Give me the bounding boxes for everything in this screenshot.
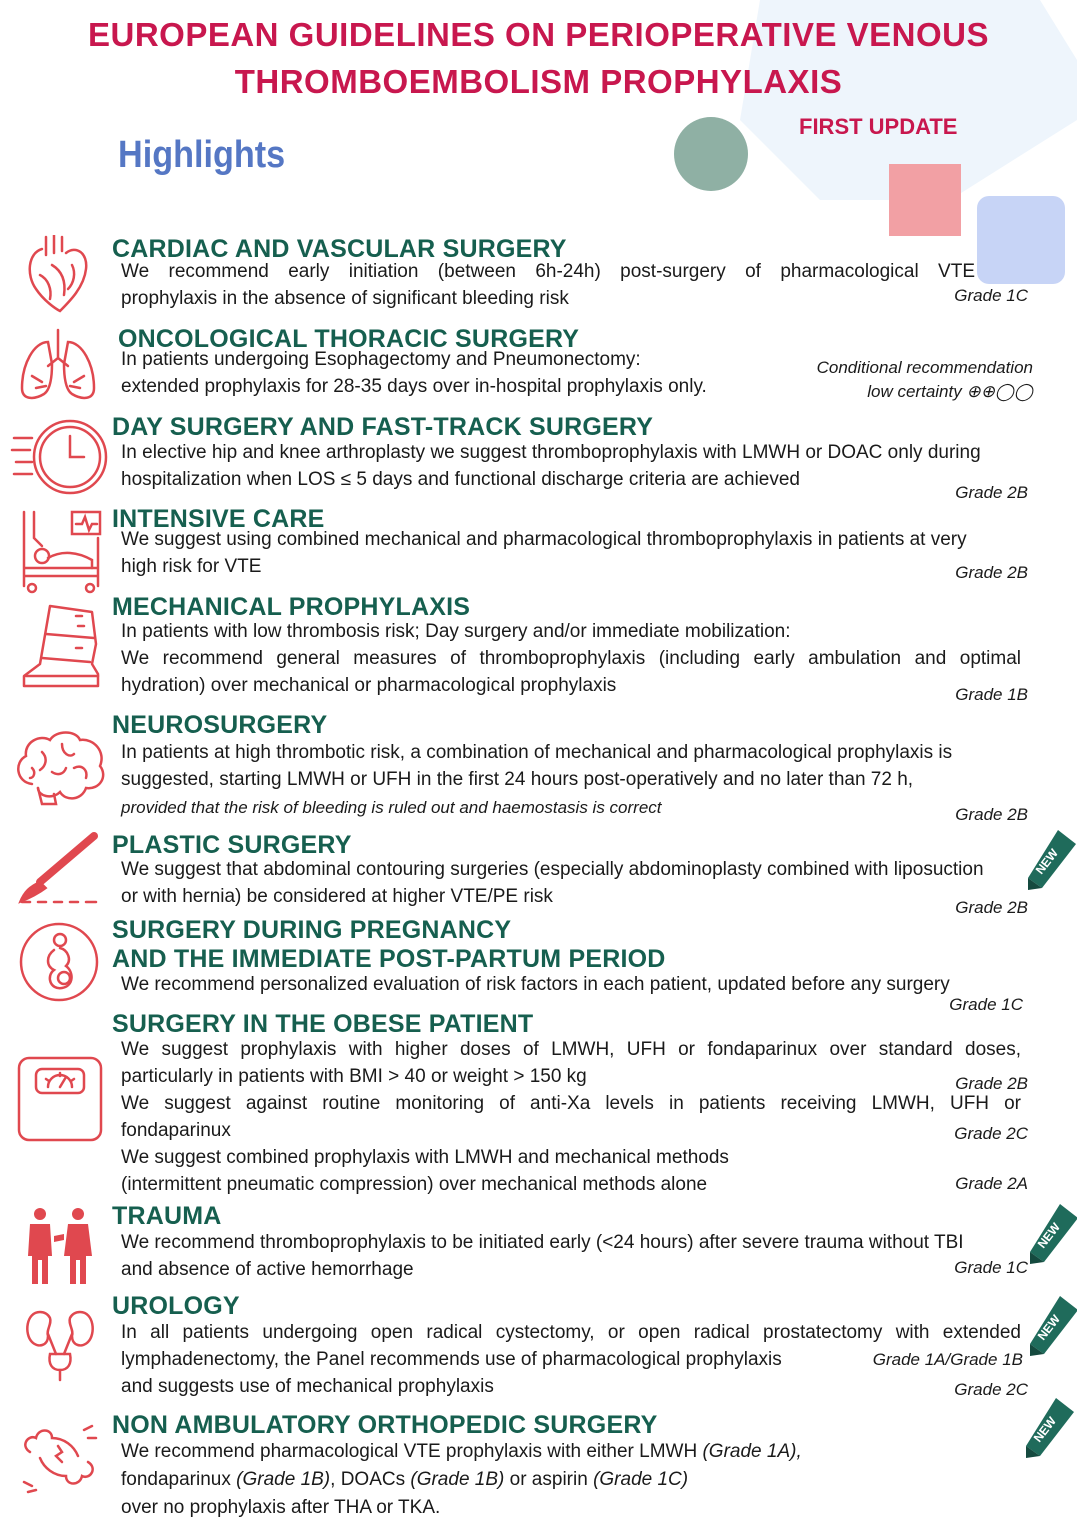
pregnancy-icon bbox=[16, 920, 102, 1004]
text-trauma-2: and absence of active hemorrhage bbox=[121, 1259, 414, 1280]
ortho-text-d: or aspirin bbox=[504, 1469, 594, 1490]
ortho-grade-fonda: (Grade 1B) bbox=[236, 1469, 331, 1490]
text-obese-2: particularly in patients with BMI > 40 or weight > 150 kg bbox=[121, 1066, 587, 1087]
heading-plastic: PLASTIC SURGERY bbox=[112, 831, 352, 859]
heading-pregnancy-1: SURGERY DURING PREGNANCY bbox=[112, 916, 512, 944]
grade-plastic: Grade 2B bbox=[955, 898, 1028, 917]
text-cardiac-1: We recommend early initiation (between 6h-24h) post-surgery of pharmacological VTE bbox=[121, 261, 975, 282]
lungs-icon bbox=[18, 328, 98, 404]
text-thoracic-1: In patients undergoing Esophagectomy and Pneumonectomy: bbox=[121, 349, 641, 370]
text-urology-3: and suggests use of mechanical prophylaxis bbox=[121, 1376, 494, 1397]
heading-trauma: TRAUMA bbox=[112, 1202, 222, 1230]
text-trauma-1: We recommend thromboprophylaxis to be initiated early (<24 hours) after severe trauma without TBI bbox=[121, 1232, 964, 1253]
first-update-label: FIRST UPDATE bbox=[799, 114, 958, 139]
heading-cardiac: CARDIAC AND VASCULAR SURGERY bbox=[112, 235, 567, 263]
grade-urology-1: Grade 1A/Grade 1B bbox=[872, 1350, 1023, 1369]
ortho-text-c: , DOACs bbox=[330, 1469, 411, 1490]
text-pregnancy-1: We recommend personalized evaluation of risk factors in each patient, updated before any surgery bbox=[121, 974, 950, 995]
heading-ortho: NON AMBULATORY ORTHOPEDIC SURGERY bbox=[112, 1411, 658, 1439]
svg-text:NEW: NEW bbox=[1034, 1312, 1063, 1343]
svg-text:NEW: NEW bbox=[1034, 1220, 1063, 1251]
grade-cardiac: Grade 1C bbox=[954, 286, 1028, 305]
text-plastic-2: or with hernia) be considered at higher VTE/PE risk bbox=[121, 886, 553, 907]
text-mech-3: hydration) over mechanical or pharmacological prophylaxis bbox=[121, 675, 617, 696]
text-neuro-3: provided that the risk of bleeding is ruled out and haemostasis is correct bbox=[121, 798, 662, 817]
text-icu-1: We suggest using combined mechanical and pharmacological thromboprophylaxis in patients at very bbox=[121, 529, 967, 550]
text-ortho-2 bbox=[121, 1466, 1021, 1493]
clock-icon bbox=[10, 416, 110, 498]
bone-fracture-icon bbox=[18, 1416, 100, 1498]
text-mech-1: In patients with low thrombosis risk; Day surgery and/or immediate mobilization: bbox=[121, 621, 791, 642]
ortho-text-b: fondaparinux bbox=[121, 1469, 237, 1490]
grade-urology-2: Grade 2C bbox=[954, 1380, 1028, 1399]
heart-icon bbox=[22, 235, 94, 313]
heading-pregnancy-2: AND THE IMMEDIATE POST-PARTUM PERIOD bbox=[112, 945, 666, 973]
grade-pregnancy: Grade 1C bbox=[949, 995, 1023, 1014]
brain-icon bbox=[12, 728, 108, 808]
new-ribbon-ortho bbox=[1026, 1398, 1074, 1458]
new-ribbon-urology bbox=[1030, 1296, 1077, 1356]
recommendation-thoracic: Conditional recommendation bbox=[816, 358, 1033, 377]
ortho-grade-doac: (Grade 1B) bbox=[410, 1469, 505, 1490]
svg-text:NEW: NEW bbox=[1030, 1414, 1059, 1445]
blue-square bbox=[977, 196, 1065, 284]
text-obese-3: We suggest against routine monitoring of anti-Xa levels in patients receiving LMWH, UFH or bbox=[121, 1093, 1021, 1114]
text-obese-5: We suggest combined prophylaxis with LMWH and mechanical methods bbox=[121, 1147, 729, 1168]
grade-obese-1: Grade 2B bbox=[955, 1074, 1028, 1093]
grade-icu: Grade 2B bbox=[955, 563, 1028, 582]
text-neuro-1: In patients at high thrombotic risk, a combination of mechanical and pharmacological prophylaxis is bbox=[121, 742, 953, 763]
new-ribbon-trauma bbox=[1030, 1204, 1077, 1264]
grade-day: Grade 2B bbox=[955, 483, 1028, 502]
text-urology-2: lymphadenectomy, the Panel recommends use of pharmacological prophylaxis bbox=[121, 1349, 782, 1370]
text-cardiac-2: prophylaxis in the absence of significant bleeding risk bbox=[121, 288, 569, 309]
heading-urology: UROLOGY bbox=[112, 1292, 240, 1320]
text-urology-1: In all patients undergoing open radical cystectomy, or open radical prostatectomy with extended bbox=[121, 1322, 1021, 1343]
text-obese-1: We suggest prophylaxis with higher doses of LMWH, UFH or fondaparinux over standard doses, bbox=[121, 1039, 1021, 1060]
title-line-2: THROMBOEMBOLISM PROPHYLAXIS bbox=[234, 63, 843, 100]
ortho-text-a: We recommend pharmacological VTE prophylaxis with either LMWH bbox=[121, 1441, 703, 1462]
grade-obese-3: Grade 2A bbox=[955, 1174, 1028, 1193]
heading-obese: SURGERY IN THE OBESE PATIENT bbox=[112, 1010, 534, 1038]
heading-neurosurgery: NEUROSURGERY bbox=[112, 711, 328, 739]
grade-mech: Grade 1B bbox=[955, 685, 1028, 704]
text-day-2: hospitalization when LOS ≤ 5 days and functional discharge criteria are achieved bbox=[121, 469, 800, 490]
title-line-1: EUROPEAN GUIDELINES ON PERIOPERATIVE VENOUS bbox=[87, 16, 990, 53]
weight-scale-icon bbox=[16, 1055, 104, 1143]
heading-thoracic: ONCOLOGICAL THORACIC SURGERY bbox=[118, 325, 580, 353]
trauma-people-icon bbox=[20, 1206, 100, 1286]
grade-trauma: Grade 1C bbox=[954, 1258, 1028, 1277]
certainty-thoracic: low certainty ⊕⊕◯◯ bbox=[867, 382, 1033, 401]
new-ribbon-plastic bbox=[1028, 830, 1076, 890]
text-obese-6: (intermittent pneumatic compression) over mechanical methods alone bbox=[121, 1174, 708, 1195]
kidneys-icon bbox=[22, 1310, 98, 1382]
text-ortho-1 bbox=[121, 1438, 1021, 1465]
compression-boot-icon bbox=[20, 604, 102, 690]
heading-mechanical: MECHANICAL PROPHYLAXIS bbox=[112, 593, 471, 621]
svg-text:NEW: NEW bbox=[1032, 846, 1061, 877]
hospital-bed-icon bbox=[18, 508, 104, 594]
text-mech-2: We recommend general measures of thromboprophylaxis (including early ambulation and optimal bbox=[121, 648, 1021, 669]
scalpel-icon bbox=[16, 832, 104, 906]
ortho-grade-aspirin: (Grade 1C) bbox=[593, 1469, 689, 1490]
text-obese-4: fondaparinux bbox=[121, 1120, 231, 1141]
text-neuro-2: suggested, starting LMWH or UFH in the first 24 hours post-operatively and no later than 72 h, bbox=[121, 769, 914, 790]
heading-intensive-care: INTENSIVE CARE bbox=[112, 505, 325, 533]
text-ortho-3: over no prophylaxis after THA or TKA. bbox=[121, 1497, 441, 1518]
text-day-1: In elective hip and knee arthroplasty we suggest thromboprophylaxis with LMWH or DOAC only during bbox=[121, 442, 981, 463]
heading-day-surgery: DAY SURGERY AND FAST-TRACK SURGERY bbox=[112, 413, 654, 441]
teal-circle bbox=[674, 117, 748, 191]
pink-square bbox=[889, 164, 961, 236]
text-plastic-1: We suggest that abdominal contouring surgeries (especially abdominoplasty combined with liposuction bbox=[121, 859, 984, 880]
ortho-grade-lmwh: (Grade 1A), bbox=[702, 1441, 802, 1462]
highlights-heading: Highlights bbox=[118, 134, 286, 176]
grade-neuro: Grade 2B bbox=[955, 805, 1028, 824]
text-thoracic-2: extended prophylaxis for 28-35 days over in-hospital prophylaxis only. bbox=[121, 376, 707, 397]
text-icu-2: high risk for VTE bbox=[121, 556, 262, 577]
grade-obese-2: Grade 2C bbox=[954, 1124, 1028, 1143]
